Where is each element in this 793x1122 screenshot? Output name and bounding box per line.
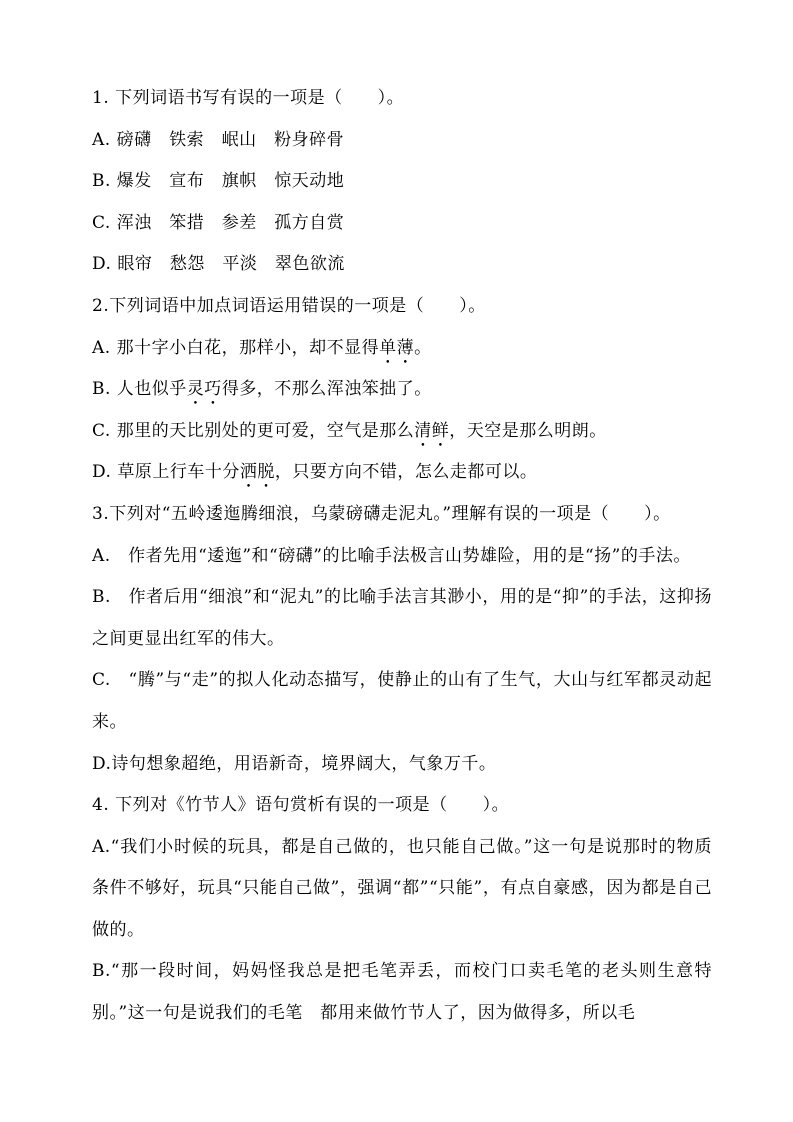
option-text: 得多，不那么浑浊笨拙了。 xyxy=(221,379,432,400)
question-4-option-b: B.“那一段时间，妈妈怪我总是把毛笔弄丢，而校门口卖毛笔的老头则生意特别。”这一句是说我们的毛笔 都用来做竹节人了，因为做得多，所以毛 xyxy=(92,961,712,1024)
question-3-stem: 3.下列对“五岭逶迤腾细浪，乌蒙磅礴走泥丸。”理解有误的一项是（ ）。 xyxy=(92,503,671,524)
dotted-word: 单薄 xyxy=(379,337,415,358)
question-3-option-d: D.诗句想象超绝，用语新奇，境界阔大，气象万千。 xyxy=(92,753,497,774)
dotted-word: 洒脱 xyxy=(239,462,275,483)
option-text: ，天空是那么明朗。 xyxy=(449,420,607,441)
question-3-option-a: A. 作者先用“逶迤”和“磅礴”的比喻手法极言山势雄险，用的是“扬”的手法。 xyxy=(92,545,691,566)
option-text: A. 那十字小白花，那样小，却不显得 xyxy=(92,337,380,358)
question-2-option-d xyxy=(92,452,712,494)
exam-page xyxy=(92,78,712,1035)
option-text: 。 xyxy=(414,337,432,358)
option-text: D. 草原上行车十分 xyxy=(92,462,240,483)
option-text: ，只要方向不错，怎么走都可以。 xyxy=(274,462,538,483)
question-1-option-d: D. 眼帘 愁怨 平淡 翠色欲流 xyxy=(92,254,345,275)
question-4-option-a: A.“我们小时候的玩具，都是自己做的，也只能自己做。”这一句是说那时的物质条件不够好，玩具“只能自己做”，强调“都”“只能”，有点自豪感，因为都是自己做的。 xyxy=(92,836,712,940)
question-3-option-b: B. 作者后用“细浪”和“泥丸”的比喻手法言其渺小，用的是“抑”的手法，这抑扬之间更显出红军的伟大。 xyxy=(92,587,712,649)
question-1-option-b: B. 爆发 宣布 旗帜 惊天动地 xyxy=(92,171,345,192)
question-2-option-b xyxy=(92,369,712,411)
question-1-stem: 1. 下列词语书写有误的一项是（ ）。 xyxy=(92,88,405,108)
option-text: C. 那里的天比别处的更可爱，空气是那么 xyxy=(92,420,415,441)
dotted-word: 灵巧 xyxy=(186,379,222,400)
question-1-option-a: A. 磅礴 铁索 岷山 粉身碎骨 xyxy=(92,129,345,150)
question-2-option-a xyxy=(92,328,712,370)
dotted-word: 清鲜 xyxy=(414,420,450,441)
question-2-option-c xyxy=(92,411,712,453)
question-3-option-c: C. “腾”与“走”的拟人化动态描写，使静止的山有了生气，大山与红军都灵动起来。 xyxy=(92,670,712,732)
option-text: B. 人也似乎 xyxy=(92,379,187,400)
question-2-stem: 2.下列词语中加点词语运用错误的一项是（ ）。 xyxy=(92,295,486,316)
question-4-stem: 4. 下列对《竹节人》语句赏析有误的一项是（ ）。 xyxy=(92,795,510,816)
question-1-option-c: C. 浑浊 笨措 参差 孤方自赏 xyxy=(92,212,345,233)
